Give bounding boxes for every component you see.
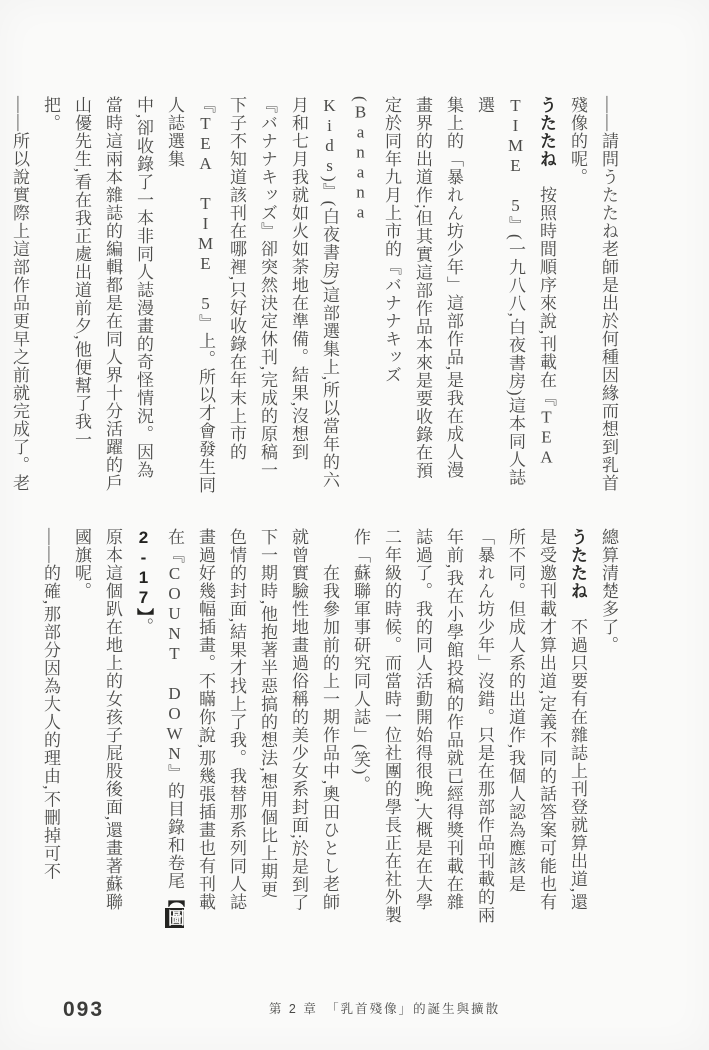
figure-ref: 【: [165, 890, 184, 908]
text-run: 在我參加前的上一期作品中,奧田ひとし老師: [320, 528, 339, 912]
text-column: [531, 528, 562, 930]
bottom-text-block: [35, 528, 624, 930]
text-run: Kids)』(白夜書房)這部選集上,所以當年的六: [320, 96, 339, 490]
text-column: [283, 96, 314, 498]
text-run: 畫過好幾幅插畫。不瞞你說,那幾張插畫也有刊載: [196, 528, 215, 912]
text-run: 中,卻收錄了一本非同人誌漫畫的奇怪情況。因為: [134, 96, 153, 480]
text-run: 下子不知道該刊在哪裡,只好收錄在年末上市的: [227, 96, 246, 462]
text-run: 把。: [41, 96, 60, 132]
text-run: 『バナナキッズ』卻突然決定休刊,完成的原稿一: [258, 96, 277, 480]
text-column: [190, 528, 221, 930]
text-column: [0, 96, 4, 498]
text-run: 集上的「暴れん坊少年」這部作品,是我在成人漫: [444, 96, 463, 480]
text-column: [376, 528, 407, 930]
figure-ref-box: 圖: [165, 909, 184, 927]
text-run: 年前,我在小學館投稿的作品就已經得獎刊載在雜: [444, 528, 463, 912]
text-run: 定於同年九月上市的『バナナキッズ(Banana: [351, 96, 401, 384]
figure-ref: 2-17: [134, 528, 153, 608]
text-run: 國旗呢。: [72, 528, 91, 600]
text-column: [252, 96, 283, 498]
text-column: [562, 528, 593, 930]
text-column: [438, 96, 469, 498]
text-run: 「暴れん坊少年」沒錯。只是在那部作品刊載的兩: [475, 528, 494, 924]
text-run: 當時這兩本雜誌的編輯都是在同人界十分活躍的戶: [103, 96, 122, 492]
text-run: 山優先生,看在我正處出道前夕,他便幫了我一: [72, 96, 91, 449]
text-column: [345, 528, 376, 930]
text-run: ——所以說實際上這部作品更早之前就完成了。老: [10, 96, 29, 492]
text-run: 『TEA TIME 5』上。所以才會發生同人誌選集: [165, 96, 215, 494]
text-run: TIME 5』(一九八八,白夜書房)這本同人誌選: [475, 96, 525, 487]
text-run: 畫界的出道作;但其實這部作品本來是要收錄在預: [413, 96, 432, 480]
text-column: [159, 96, 221, 498]
text-run: 總算清楚多了。: [599, 528, 618, 654]
text-column: [66, 528, 97, 930]
text-column: [221, 96, 252, 498]
text-run: 二年級的時候。而當時一位社團的學長正在社外製: [382, 528, 401, 924]
text-column: [469, 528, 500, 930]
text-column: [314, 528, 345, 930]
text-column: [314, 96, 345, 498]
text-column: [593, 96, 624, 498]
text-column: [252, 528, 283, 930]
text-run: 。: [134, 617, 153, 636]
text-column: [407, 528, 438, 930]
text-run: 誌過了。我的同人活動開始得很晚,大概是在大學: [413, 528, 432, 912]
text-column: [97, 528, 128, 930]
text-column: [128, 528, 190, 930]
text-column: [593, 528, 624, 930]
text-column: [500, 528, 531, 930]
top-text-block: [0, 96, 624, 498]
text-run: 在『COUNT DOWN』的目錄和卷尾: [165, 528, 184, 890]
figure-ref: 】: [134, 608, 153, 618]
text-column: [469, 96, 531, 498]
text-column: [531, 96, 562, 498]
text-run: 原本這個趴在地上的女孩子屁股後面,還畫著蘇聯: [103, 528, 122, 912]
text-run: 作「蘇聯軍事研究同人誌」(笑)。: [351, 528, 370, 794]
speaker-name: うたたね: [537, 96, 556, 168]
text-column: [35, 96, 66, 498]
text-column: [97, 96, 128, 498]
text-column: [221, 528, 252, 930]
text-column: [4, 96, 35, 498]
text-run: ——請問うたたね老師是出於何種因緣而想到乳首: [599, 96, 618, 492]
text-column: [407, 96, 438, 498]
text-run: 所不同。但成人系的出道作,我個人認為應該是: [506, 528, 525, 894]
chapter-title: 第 2 章 「乳首殘像」的誕生與擴散: [268, 1002, 501, 1016]
text-run: 就曾實驗性地畫過俗稱的美少女系封面;於是到了: [289, 528, 308, 912]
text-run: ——的確,那部分因為大人的理由,不刪掉可不: [41, 528, 60, 881]
page-number: 093: [63, 998, 105, 1021]
text-column: [345, 96, 407, 498]
text-column: [66, 96, 97, 498]
text-run: 色情的封面,結果才找上了我。我替那系列同人誌: [227, 528, 246, 912]
text-run: 是受邀刊載才算出道,定義不同的話答案可能也有: [537, 528, 556, 912]
text-run: 下一期時,他抱著半惡搞的想法,想用個比上期更: [258, 528, 277, 899]
speaker-name: うたたね: [568, 528, 587, 600]
text-column: [128, 96, 159, 498]
text-column: [35, 528, 66, 930]
text-column: [562, 96, 593, 498]
text-run: 按照時間順序來說,刊載在『TEA: [537, 168, 556, 468]
text-run: 月和七月我就如火如荼地在準備。結果,沒想到: [289, 96, 308, 462]
text-run: 不過只要有在雜誌上刊登就算出道,還: [568, 600, 587, 912]
text-run: 殘像的呢。: [568, 96, 587, 186]
text-column: [283, 528, 314, 930]
text-column: [438, 528, 469, 930]
